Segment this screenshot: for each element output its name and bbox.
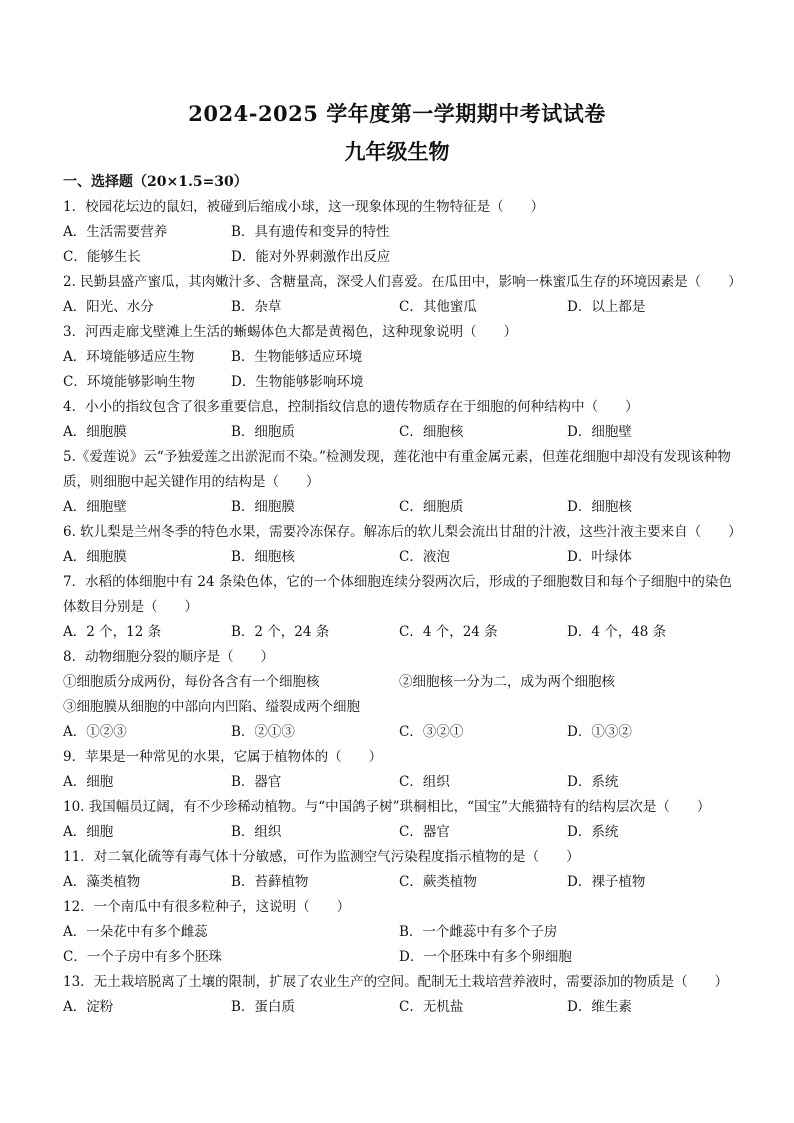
option-c[interactable]: C．③②① bbox=[399, 724, 464, 740]
option-d[interactable]: D．维生素 bbox=[567, 999, 632, 1015]
option-d[interactable]: D．系统 bbox=[567, 824, 619, 840]
exam-title: 2024-2025 学年度第一学期期中考试试卷 bbox=[188, 101, 606, 126]
option-c[interactable]: C．器官 bbox=[399, 824, 450, 840]
option-d[interactable]: D．能对外界刺激作出反应 bbox=[231, 249, 391, 265]
question-7 bbox=[63, 570, 743, 645]
option-b[interactable]: B．具有遗传和变异的特性 bbox=[231, 224, 390, 240]
option-d[interactable]: D．①③② bbox=[567, 724, 632, 740]
exam-subtitle: 九年级生物 bbox=[344, 139, 450, 164]
option-b[interactable]: B．生物能够适应环境 bbox=[231, 349, 363, 365]
option-d[interactable]: D．细胞核 bbox=[567, 499, 632, 515]
option-c[interactable]: C．细胞质 bbox=[399, 499, 464, 515]
option-c[interactable]: C．无机盐 bbox=[399, 999, 464, 1015]
question-list bbox=[63, 170, 743, 1020]
option-b[interactable]: B．细胞质 bbox=[231, 424, 295, 440]
section-heading: 一、选择题（20×1.5=30） bbox=[63, 174, 248, 190]
option-a[interactable]: A．淀粉 bbox=[63, 999, 114, 1015]
question-stem: 6. 软儿梨是兰州冬季的特色水果，需要冷冻保存。解冻后的软儿梨会流出甘甜的汁液，这些汁液主要来自（ ） bbox=[63, 524, 742, 540]
option-a[interactable]: A．阳光、水分 bbox=[63, 299, 154, 315]
question-stem: 3．河西走廊戈壁滩上生活的蜥蜴体色大都是黄褐色，这种现象说明（ ） bbox=[63, 324, 518, 340]
option-a[interactable]: A．①②③ bbox=[63, 724, 127, 740]
option-d[interactable]: D．叶绿体 bbox=[567, 549, 632, 565]
statement-3: ③细胞膜从细胞的中部向内凹陷、缢裂成两个细胞 bbox=[63, 699, 360, 715]
option-c[interactable]: C．其他蜜瓜 bbox=[399, 299, 477, 315]
option-a[interactable]: A．细胞 bbox=[63, 824, 114, 840]
option-a[interactable]: A．细胞膜 bbox=[63, 424, 127, 440]
option-c[interactable]: C．能够生长 bbox=[63, 249, 141, 265]
question-12 bbox=[63, 895, 743, 970]
option-c[interactable]: C．组织 bbox=[399, 774, 450, 790]
question-5 bbox=[63, 445, 743, 520]
option-b[interactable]: B．杂草 bbox=[231, 299, 282, 315]
question-8 bbox=[63, 645, 743, 745]
option-a[interactable]: A．藻类植物 bbox=[63, 874, 141, 890]
option-d[interactable]: D．以上都是 bbox=[567, 299, 646, 315]
option-d[interactable]: D．系统 bbox=[567, 774, 619, 790]
option-c[interactable]: C．蕨类植物 bbox=[399, 874, 477, 890]
option-d[interactable]: D．4 个，48 条 bbox=[567, 624, 667, 640]
option-b[interactable]: B．苔藓植物 bbox=[231, 874, 309, 890]
option-a[interactable]: A．2 个，12 条 bbox=[63, 624, 162, 640]
option-d[interactable]: D．生物能够影响环境 bbox=[231, 374, 364, 390]
option-a[interactable]: A．细胞 bbox=[63, 774, 114, 790]
option-a[interactable]: A．生活需要营养 bbox=[63, 224, 168, 240]
option-d[interactable]: D．裸子植物 bbox=[567, 874, 646, 890]
question-6 bbox=[63, 520, 743, 570]
question-3 bbox=[63, 320, 743, 395]
question-stem: 11．对二氧化硫等有毒气体十分敏感，可作为监测空气污染程度指示植物的是（ ） bbox=[63, 849, 580, 865]
question-stem: 9．苹果是一种常见的水果，它属于植物体的（ ） bbox=[63, 749, 383, 765]
question-1 bbox=[63, 195, 743, 270]
option-b[interactable]: B．蛋白质 bbox=[231, 999, 295, 1015]
question-stem: 10. 我国幅员辽阔，有不少珍稀动植物。与“中国鸽子树”珙桐相比，“国宝”大熊猫特有的结构层次是（ ） bbox=[63, 799, 711, 815]
question-stem: 5.《爱莲说》云“予独爱莲之出淤泥而不染。”检测发现，莲花池中有重金属元素，但莲花细胞中却没有发现该种物质，则细胞中起关键作用的结构是（ ） bbox=[63, 449, 731, 490]
question-13 bbox=[63, 970, 743, 1020]
option-b[interactable]: B．组织 bbox=[231, 824, 282, 840]
question-10 bbox=[63, 795, 743, 845]
question-stem: 8．动物细胞分裂的顺序是（ ） bbox=[63, 649, 275, 665]
option-b[interactable]: B．细胞膜 bbox=[231, 499, 295, 515]
option-c[interactable]: C．一个子房中有多个胚珠 bbox=[63, 949, 222, 965]
question-9 bbox=[63, 745, 743, 795]
option-c[interactable]: C．液泡 bbox=[399, 549, 450, 565]
option-a[interactable]: A．环境能够适应生物 bbox=[63, 349, 195, 365]
question-4 bbox=[63, 395, 743, 445]
option-c[interactable]: C．4 个，24 条 bbox=[399, 624, 498, 640]
option-b[interactable]: B．2 个，24 条 bbox=[231, 624, 330, 640]
question-stem: 7．水稻的体细胞中有 24 条染色体，它的一个体细胞连续分裂两次后，形成的子细胞数目和每个子细胞中的染色体数目分别是（ ） bbox=[63, 574, 732, 615]
option-b[interactable]: B．器官 bbox=[231, 774, 282, 790]
question-stem: 1．校园花坛边的鼠妇，被碰到后缩成小球，这一现象体现的生物特征是（ ） bbox=[63, 199, 545, 215]
question-stem: 4．小小的指纹包含了很多重要信息，控制指纹信息的遗传物质存在于细胞的何种结构中（ ） bbox=[63, 399, 639, 415]
question-2 bbox=[63, 270, 743, 320]
option-a[interactable]: A．一朵花中有多个雌蕊 bbox=[63, 924, 208, 940]
question-11 bbox=[63, 845, 743, 895]
option-a[interactable]: A．细胞壁 bbox=[63, 499, 127, 515]
option-a[interactable]: A．细胞膜 bbox=[63, 549, 127, 565]
statement-1: ①细胞质分成两份，每份各含有一个细胞核 bbox=[63, 674, 320, 690]
option-b[interactable]: B．一个雌蕊中有多个子房 bbox=[399, 924, 558, 940]
option-b[interactable]: B．细胞核 bbox=[231, 549, 295, 565]
option-d[interactable]: D．细胞壁 bbox=[567, 424, 632, 440]
option-c[interactable]: C．细胞核 bbox=[399, 424, 464, 440]
question-stem: 2. 民勤县盛产蜜瓜，其肉嫩汁多、含糖量高，深受人们喜爱。在瓜田中，影响一株蜜瓜生存的环境因素是（ ） bbox=[63, 274, 742, 290]
option-c[interactable]: C．环境能够影响生物 bbox=[63, 374, 195, 390]
statement-2: ②细胞核一分为二，成为两个细胞核 bbox=[399, 674, 615, 690]
option-d[interactable]: D．一个胚珠中有多个卵细胞 bbox=[399, 949, 572, 965]
option-b[interactable]: B．②①③ bbox=[231, 724, 295, 740]
question-stem: 13．无土栽培脱离了土壤的限制，扩展了农业生产的空间。配制无土栽培营养液时，需要添加的物质是（ ） bbox=[63, 974, 729, 990]
question-stem: 12．一个南瓜中有很多粒种子，这说明（ ） bbox=[63, 899, 351, 915]
